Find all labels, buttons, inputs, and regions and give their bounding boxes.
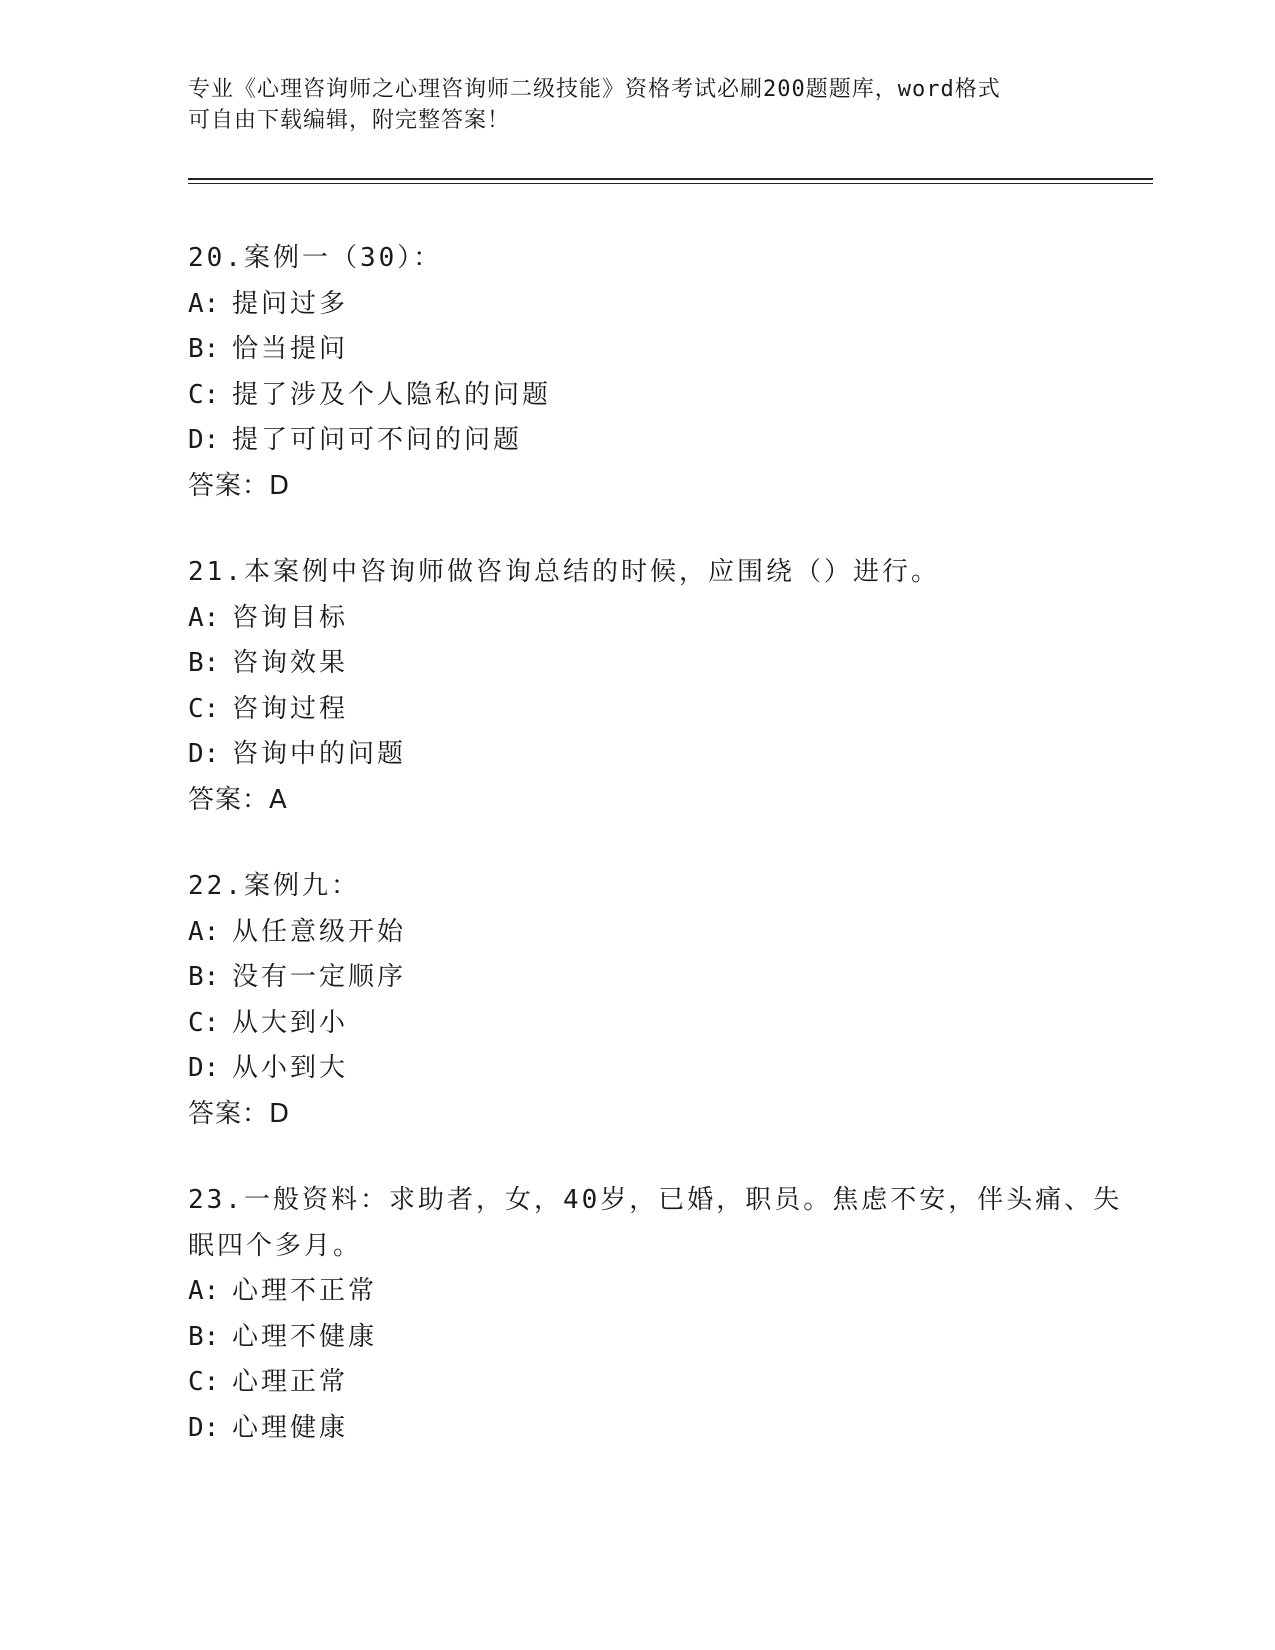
option-letter: D:: [188, 1053, 220, 1083]
option-text: 咨询过程: [232, 693, 349, 724]
option-text: 提了涉及个人隐私的问题: [232, 379, 552, 410]
option-letter: A:: [188, 602, 220, 633]
option-text: 从任意级开始: [232, 916, 407, 947]
option-a: [188, 1269, 1148, 1315]
option-letter: C:: [188, 379, 220, 410]
header-divider-thin: [188, 183, 1153, 184]
document-header: [188, 74, 1088, 136]
option-text: 咨询效果: [232, 648, 349, 678]
option-text: 心理不正常: [232, 1276, 378, 1306]
option-text: 心理健康: [232, 1412, 349, 1443]
header-divider-thick: [188, 178, 1153, 180]
option-text: 从大到小: [232, 1007, 349, 1038]
option-letter: C:: [188, 693, 220, 724]
question-stem: 21.本案例中咨询师做咨询总结的时候，应围绕（）进行。: [188, 557, 940, 587]
option-letter: B:: [188, 334, 220, 364]
option-letter: A:: [188, 288, 220, 319]
option-b: [188, 1315, 1148, 1361]
option-text: 没有一定顺序: [232, 962, 407, 992]
option-text: 提了可问可不问的问题: [232, 425, 523, 455]
option-b: [188, 641, 1148, 687]
option-text: 恰当提问: [232, 334, 349, 364]
answer-line: 答案：D: [188, 1098, 291, 1129]
option-letter: D:: [188, 739, 220, 769]
option-letter: A:: [188, 1276, 220, 1306]
option-letter: B:: [188, 648, 220, 678]
option-letter: C:: [188, 1367, 220, 1397]
option-letter: A:: [188, 916, 220, 947]
question-list: [188, 236, 1148, 1492]
question-21: [188, 550, 1148, 823]
option-d: [188, 418, 1148, 464]
option-d: [188, 732, 1148, 778]
answer-line: 答案：D: [188, 470, 291, 501]
header-line-2: 可自由下载编辑，附完整答案！: [188, 108, 511, 133]
option-text: 心理不健康: [232, 1321, 378, 1352]
option-letter: C:: [188, 1007, 220, 1038]
option-b: [188, 955, 1148, 1001]
header-line-1: 专业《心理咨询师之心理咨询师二级技能》资格考试必刷200题题库，word格式: [188, 77, 1001, 102]
option-a: [188, 282, 1148, 328]
option-a: [188, 910, 1148, 956]
question-stem: 22.案例九：: [188, 871, 360, 901]
option-text: 咨询目标: [232, 602, 349, 633]
option-d: [188, 1406, 1148, 1452]
question-stem: 23.一般资料：求助者，女，40岁，已婚，职员。焦虑不安，伴头痛、失眠四个多月。: [188, 1185, 1123, 1261]
option-text: 从小到大: [232, 1053, 349, 1083]
question-stem: 20.案例一（30）：: [188, 243, 443, 273]
option-letter: D:: [188, 425, 220, 455]
option-text: 咨询中的问题: [232, 739, 407, 769]
answer-line: 答案：A: [188, 784, 288, 815]
option-c: [188, 1360, 1148, 1406]
question-22: [188, 864, 1148, 1137]
option-c: [188, 373, 1148, 419]
option-letter: B:: [188, 962, 220, 992]
option-letter: B:: [188, 1321, 220, 1352]
option-c: [188, 687, 1148, 733]
option-text: 心理正常: [232, 1367, 349, 1397]
question-20: [188, 236, 1148, 509]
option-letter: D:: [188, 1412, 220, 1443]
option-c: [188, 1001, 1148, 1047]
option-text: 提问过多: [232, 288, 349, 319]
option-d: [188, 1046, 1148, 1092]
question-23: [188, 1178, 1148, 1451]
option-a: [188, 596, 1148, 642]
option-b: [188, 327, 1148, 373]
